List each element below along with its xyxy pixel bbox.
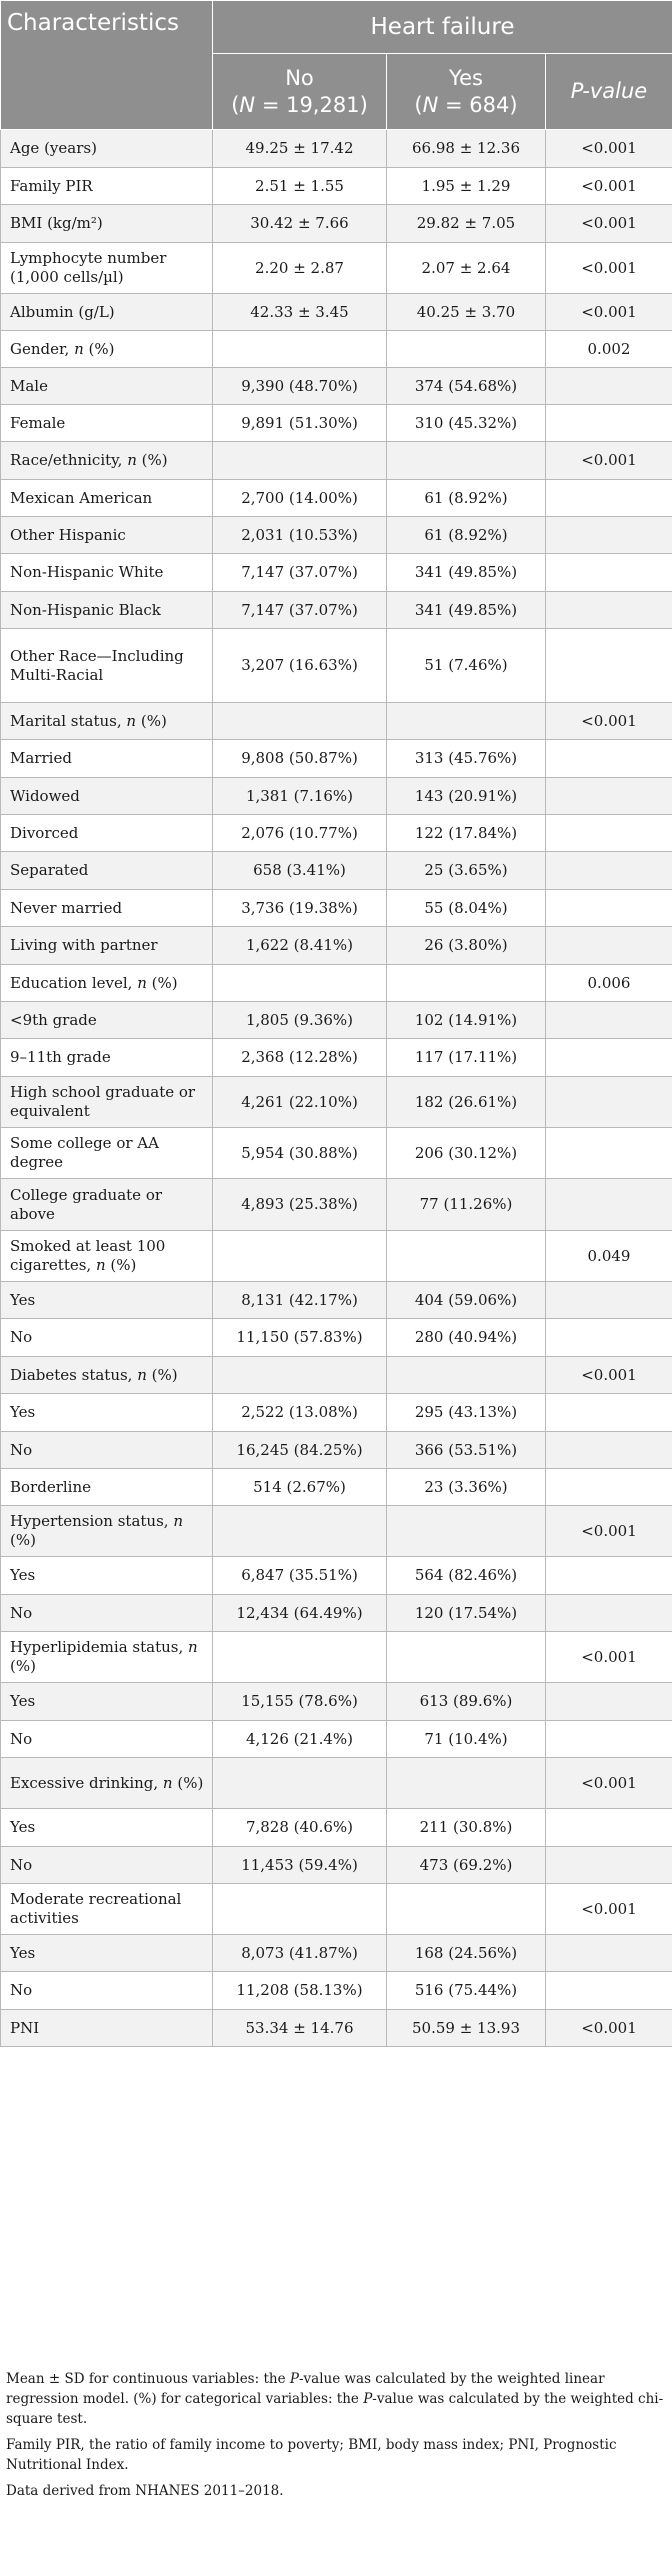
header-yes [387,54,546,130]
table-row [1,778,672,815]
value-yes [387,703,546,740]
row-label: Separated [1,852,213,890]
p-value [546,368,672,405]
row-label: Male [1,368,213,405]
value-yes [387,1632,546,1683]
p-value: 0.049 [546,1231,672,1282]
row-label: Yes [1,1683,213,1721]
table-row [1,405,672,442]
table-row [1,1128,672,1179]
table-row [1,1884,672,1935]
table-row [1,1282,672,1319]
row-label: 9–11th grade [1,1039,213,1077]
table-row [1,1319,672,1357]
p-value: <0.001 [546,1632,672,1683]
value-no [213,331,387,368]
table-row [1,1758,672,1809]
row-label: Excessive drinking, n (%) [1,1758,213,1809]
row-label: Female [1,405,213,442]
value-no [213,1231,387,1282]
value-yes: 122 (17.84%) [387,815,546,852]
value-yes: 50.59 ± 13.93 [387,2010,546,2047]
value-no: 5,954 (30.88%) [213,1128,387,1179]
value-yes: 117 (17.11%) [387,1039,546,1077]
value-no: 42.33 ± 3.45 [213,294,387,331]
value-no: 2,076 (10.77%) [213,815,387,852]
value-no: 9,390 (48.70%) [213,368,387,405]
p-value [546,1809,672,1847]
header-yes-count: (N = 684) [414,92,518,117]
p-value [546,1972,672,2010]
p-value [546,778,672,815]
value-yes: 102 (14.91%) [387,1002,546,1039]
table-row [1,852,672,890]
table-row [1,1469,672,1506]
table-row [1,890,672,927]
row-label: Yes [1,1809,213,1847]
row-label: Moderate recreational activities [1,1884,213,1935]
value-yes: 40.25 ± 3.70 [387,294,546,331]
table-row [1,1231,672,1282]
table-row [1,480,672,517]
value-no: 4,126 (21.4%) [213,1721,387,1758]
row-label: Yes [1,1557,213,1595]
table-row [1,1394,672,1432]
value-yes: 613 (89.6%) [387,1683,546,1721]
table-row [1,331,672,368]
row-label: Never married [1,890,213,927]
row-label: Other Race—Including Multi-Racial [1,629,213,703]
p-value [546,1721,672,1758]
header-yes-label: Yes [449,65,483,90]
header-heart-failure: Heart failure [213,1,672,54]
footnote-source: Data derived from NHANES 2011–2018. [6,2483,284,2499]
value-no: 514 (2.67%) [213,1469,387,1506]
value-yes: 29.82 ± 7.05 [387,205,546,243]
p-value [546,852,672,890]
value-yes: 310 (45.32%) [387,405,546,442]
table-body [1,130,672,2047]
value-no: 2,700 (14.00%) [213,480,387,517]
row-label: Diabetes status, n (%) [1,1357,213,1394]
p-value: 0.006 [546,965,672,1002]
value-yes [387,1506,546,1557]
row-label: No [1,1721,213,1758]
value-no: 9,808 (50.87%) [213,740,387,778]
value-no: 7,147 (37.07%) [213,554,387,592]
row-label: No [1,1595,213,1632]
value-yes: 23 (3.36%) [387,1469,546,1506]
table-row [1,815,672,852]
value-no: 2.51 ± 1.55 [213,168,387,205]
table-footnotes [0,2369,672,2507]
row-label: Smoked at least 100 cigarettes, n (%) [1,1231,213,1282]
p-value [546,927,672,965]
table-row [1,1357,672,1394]
row-label: Family PIR [1,168,213,205]
table-row [1,1972,672,2010]
table-row [1,1721,672,1758]
p-value [546,1847,672,1884]
value-yes: 295 (43.13%) [387,1394,546,1432]
table-row [1,1809,672,1847]
value-yes: 120 (17.54%) [387,1595,546,1632]
table-row [1,442,672,480]
table-row [1,294,672,331]
p-value: <0.001 [546,294,672,331]
row-label: Some college or AA degree [1,1128,213,1179]
value-yes: 55 (8.04%) [387,890,546,927]
value-yes: 341 (49.85%) [387,592,546,629]
table-row [1,1077,672,1128]
value-yes [387,1884,546,1935]
table-row [1,1432,672,1469]
table-row [1,1683,672,1721]
value-yes: 61 (8.92%) [387,517,546,554]
table-row [1,1632,672,1683]
row-label: Yes [1,1282,213,1319]
value-yes: 182 (26.61%) [387,1077,546,1128]
p-value [546,1282,672,1319]
table-row [1,368,672,405]
value-yes: 374 (54.68%) [387,368,546,405]
table-row [1,592,672,629]
p-value: 0.002 [546,331,672,368]
value-yes: 66.98 ± 12.36 [387,130,546,168]
p-value: <0.001 [546,130,672,168]
value-yes [387,1231,546,1282]
p-value [546,1683,672,1721]
value-no [213,703,387,740]
row-label: No [1,1319,213,1357]
p-value [546,405,672,442]
value-no: 15,155 (78.6%) [213,1683,387,1721]
value-yes: 366 (53.51%) [387,1432,546,1469]
p-value [546,629,672,703]
value-yes [387,331,546,368]
table-row [1,703,672,740]
table-row [1,1506,672,1557]
row-label: No [1,1432,213,1469]
row-label: Widowed [1,778,213,815]
table-row [1,168,672,205]
table-row [1,243,672,294]
value-no: 2,031 (10.53%) [213,517,387,554]
value-yes: 77 (11.26%) [387,1179,546,1231]
value-no [213,1506,387,1557]
row-label: Living with partner [1,927,213,965]
row-label: Education level, n (%) [1,965,213,1002]
value-no [213,442,387,480]
header-no-count: (N = 19,281) [231,92,368,117]
value-yes [387,965,546,1002]
value-yes: 61 (8.92%) [387,480,546,517]
value-no: 11,453 (59.4%) [213,1847,387,1884]
table-row [1,1002,672,1039]
row-label: BMI (kg/m²) [1,205,213,243]
row-label: Race/ethnicity, n (%) [1,442,213,480]
p-value [546,890,672,927]
header-characteristics: Characteristics [1,1,213,130]
p-value: <0.001 [546,1884,672,1935]
value-no: 3,736 (19.38%) [213,890,387,927]
value-no: 30.42 ± 7.66 [213,205,387,243]
p-value: <0.001 [546,442,672,480]
value-no [213,1758,387,1809]
table-row [1,740,672,778]
value-no: 11,208 (58.13%) [213,1972,387,2010]
value-no: 16,245 (84.25%) [213,1432,387,1469]
row-label: Hypertension status, n (%) [1,1506,213,1557]
value-yes: 341 (49.85%) [387,554,546,592]
p-value [546,1128,672,1179]
row-label: College graduate or above [1,1179,213,1231]
table-row [1,927,672,965]
value-no: 2,522 (13.08%) [213,1394,387,1432]
value-no: 7,147 (37.07%) [213,592,387,629]
table-row [1,2010,672,2047]
footnote-abbreviations: Family PIR, the ratio of family income to poverty; BMI, body mass index; PNI, Prognostic Nutritional Index. [6,2437,617,2473]
value-yes: 1.95 ± 1.29 [387,168,546,205]
value-no: 2.20 ± 2.87 [213,243,387,294]
p-value: <0.001 [546,703,672,740]
p-value [546,1002,672,1039]
row-label: Gender, n (%) [1,331,213,368]
row-label: Lymphocyte number (1,000 cells/µl) [1,243,213,294]
value-no: 11,150 (57.83%) [213,1319,387,1357]
p-value [546,815,672,852]
table-row [1,1179,672,1231]
row-label: PNI [1,2010,213,2047]
value-no: 7,828 (40.6%) [213,1809,387,1847]
value-no: 8,131 (42.17%) [213,1282,387,1319]
p-value [546,1557,672,1595]
p-value [546,1394,672,1432]
value-yes [387,1758,546,1809]
value-yes: 25 (3.65%) [387,852,546,890]
table-row [1,554,672,592]
row-label: Borderline [1,1469,213,1506]
value-yes: 473 (69.2%) [387,1847,546,1884]
value-no: 6,847 (35.51%) [213,1557,387,1595]
value-no: 3,207 (16.63%) [213,629,387,703]
table-row [1,517,672,554]
p-value: <0.001 [546,2010,672,2047]
p-value: <0.001 [546,1357,672,1394]
header-p-value: P-value [546,54,672,130]
row-label: Hyperlipidemia status, n (%) [1,1632,213,1683]
value-no: 1,622 (8.41%) [213,927,387,965]
row-label: Age (years) [1,130,213,168]
value-no: 49.25 ± 17.42 [213,130,387,168]
value-yes: 516 (75.44%) [387,1972,546,2010]
p-value [546,1179,672,1231]
value-yes: 211 (30.8%) [387,1809,546,1847]
value-yes: 71 (10.4%) [387,1721,546,1758]
p-value: <0.001 [546,168,672,205]
table-header [1,1,672,130]
p-value [546,592,672,629]
header-no-label: No [285,65,314,90]
table-row [1,629,672,703]
row-label: Yes [1,1935,213,1972]
table-row [1,1935,672,1972]
value-yes: 51 (7.46%) [387,629,546,703]
value-no: 53.34 ± 14.76 [213,2010,387,2047]
p-value: <0.001 [546,1758,672,1809]
row-label: Yes [1,1394,213,1432]
value-no: 8,073 (41.87%) [213,1935,387,1972]
p-value [546,1319,672,1357]
p-value: <0.001 [546,1506,672,1557]
footnote-statistics: Mean ± SD for continuous variables: the P-value was calculated by the weighted linear regression model. (%) for categorical variables: the P-value was calculated by the weighted chi-square test. [6,2371,664,2427]
value-yes [387,442,546,480]
row-label: Divorced [1,815,213,852]
value-yes: 206 (30.12%) [387,1128,546,1179]
value-yes [387,1357,546,1394]
value-yes: 564 (82.46%) [387,1557,546,1595]
table-row [1,965,672,1002]
p-value [546,480,672,517]
row-label: Marital status, n (%) [1,703,213,740]
value-yes: 26 (3.80%) [387,927,546,965]
p-value: <0.001 [546,205,672,243]
table-row [1,205,672,243]
table-row [1,1847,672,1884]
value-yes: 168 (24.56%) [387,1935,546,1972]
p-value [546,740,672,778]
p-value [546,517,672,554]
value-no [213,1632,387,1683]
row-label: Married [1,740,213,778]
row-label: No [1,1972,213,2010]
table-row [1,1557,672,1595]
value-no [213,1884,387,1935]
value-no: 4,261 (22.10%) [213,1077,387,1128]
value-no: 9,891 (51.30%) [213,405,387,442]
p-value [546,1077,672,1128]
p-value: <0.001 [546,243,672,294]
value-no: 2,368 (12.28%) [213,1039,387,1077]
p-value [546,1935,672,1972]
row-label: <9th grade [1,1002,213,1039]
p-value [546,1469,672,1506]
row-label: No [1,1847,213,1884]
value-no: 12,434 (64.49%) [213,1595,387,1632]
row-label: Other Hispanic [1,517,213,554]
row-label: High school graduate or equivalent [1,1077,213,1128]
table-row [1,1039,672,1077]
p-value [546,1039,672,1077]
table-row [1,1595,672,1632]
p-value [546,554,672,592]
row-label: Albumin (g/L) [1,294,213,331]
value-no: 658 (3.41%) [213,852,387,890]
value-yes: 280 (40.94%) [387,1319,546,1357]
row-label: Non-Hispanic White [1,554,213,592]
value-yes: 313 (45.76%) [387,740,546,778]
row-label: Non-Hispanic Black [1,592,213,629]
value-no: 4,893 (25.38%) [213,1179,387,1231]
value-no: 1,381 (7.16%) [213,778,387,815]
p-value [546,1595,672,1632]
value-no: 1,805 (9.36%) [213,1002,387,1039]
value-yes: 143 (20.91%) [387,778,546,815]
value-yes: 2.07 ± 2.64 [387,243,546,294]
p-value [546,1432,672,1469]
table-row [1,130,672,168]
header-no [213,54,387,130]
value-yes: 404 (59.06%) [387,1282,546,1319]
value-no [213,965,387,1002]
row-label: Mexican American [1,480,213,517]
value-no [213,1357,387,1394]
